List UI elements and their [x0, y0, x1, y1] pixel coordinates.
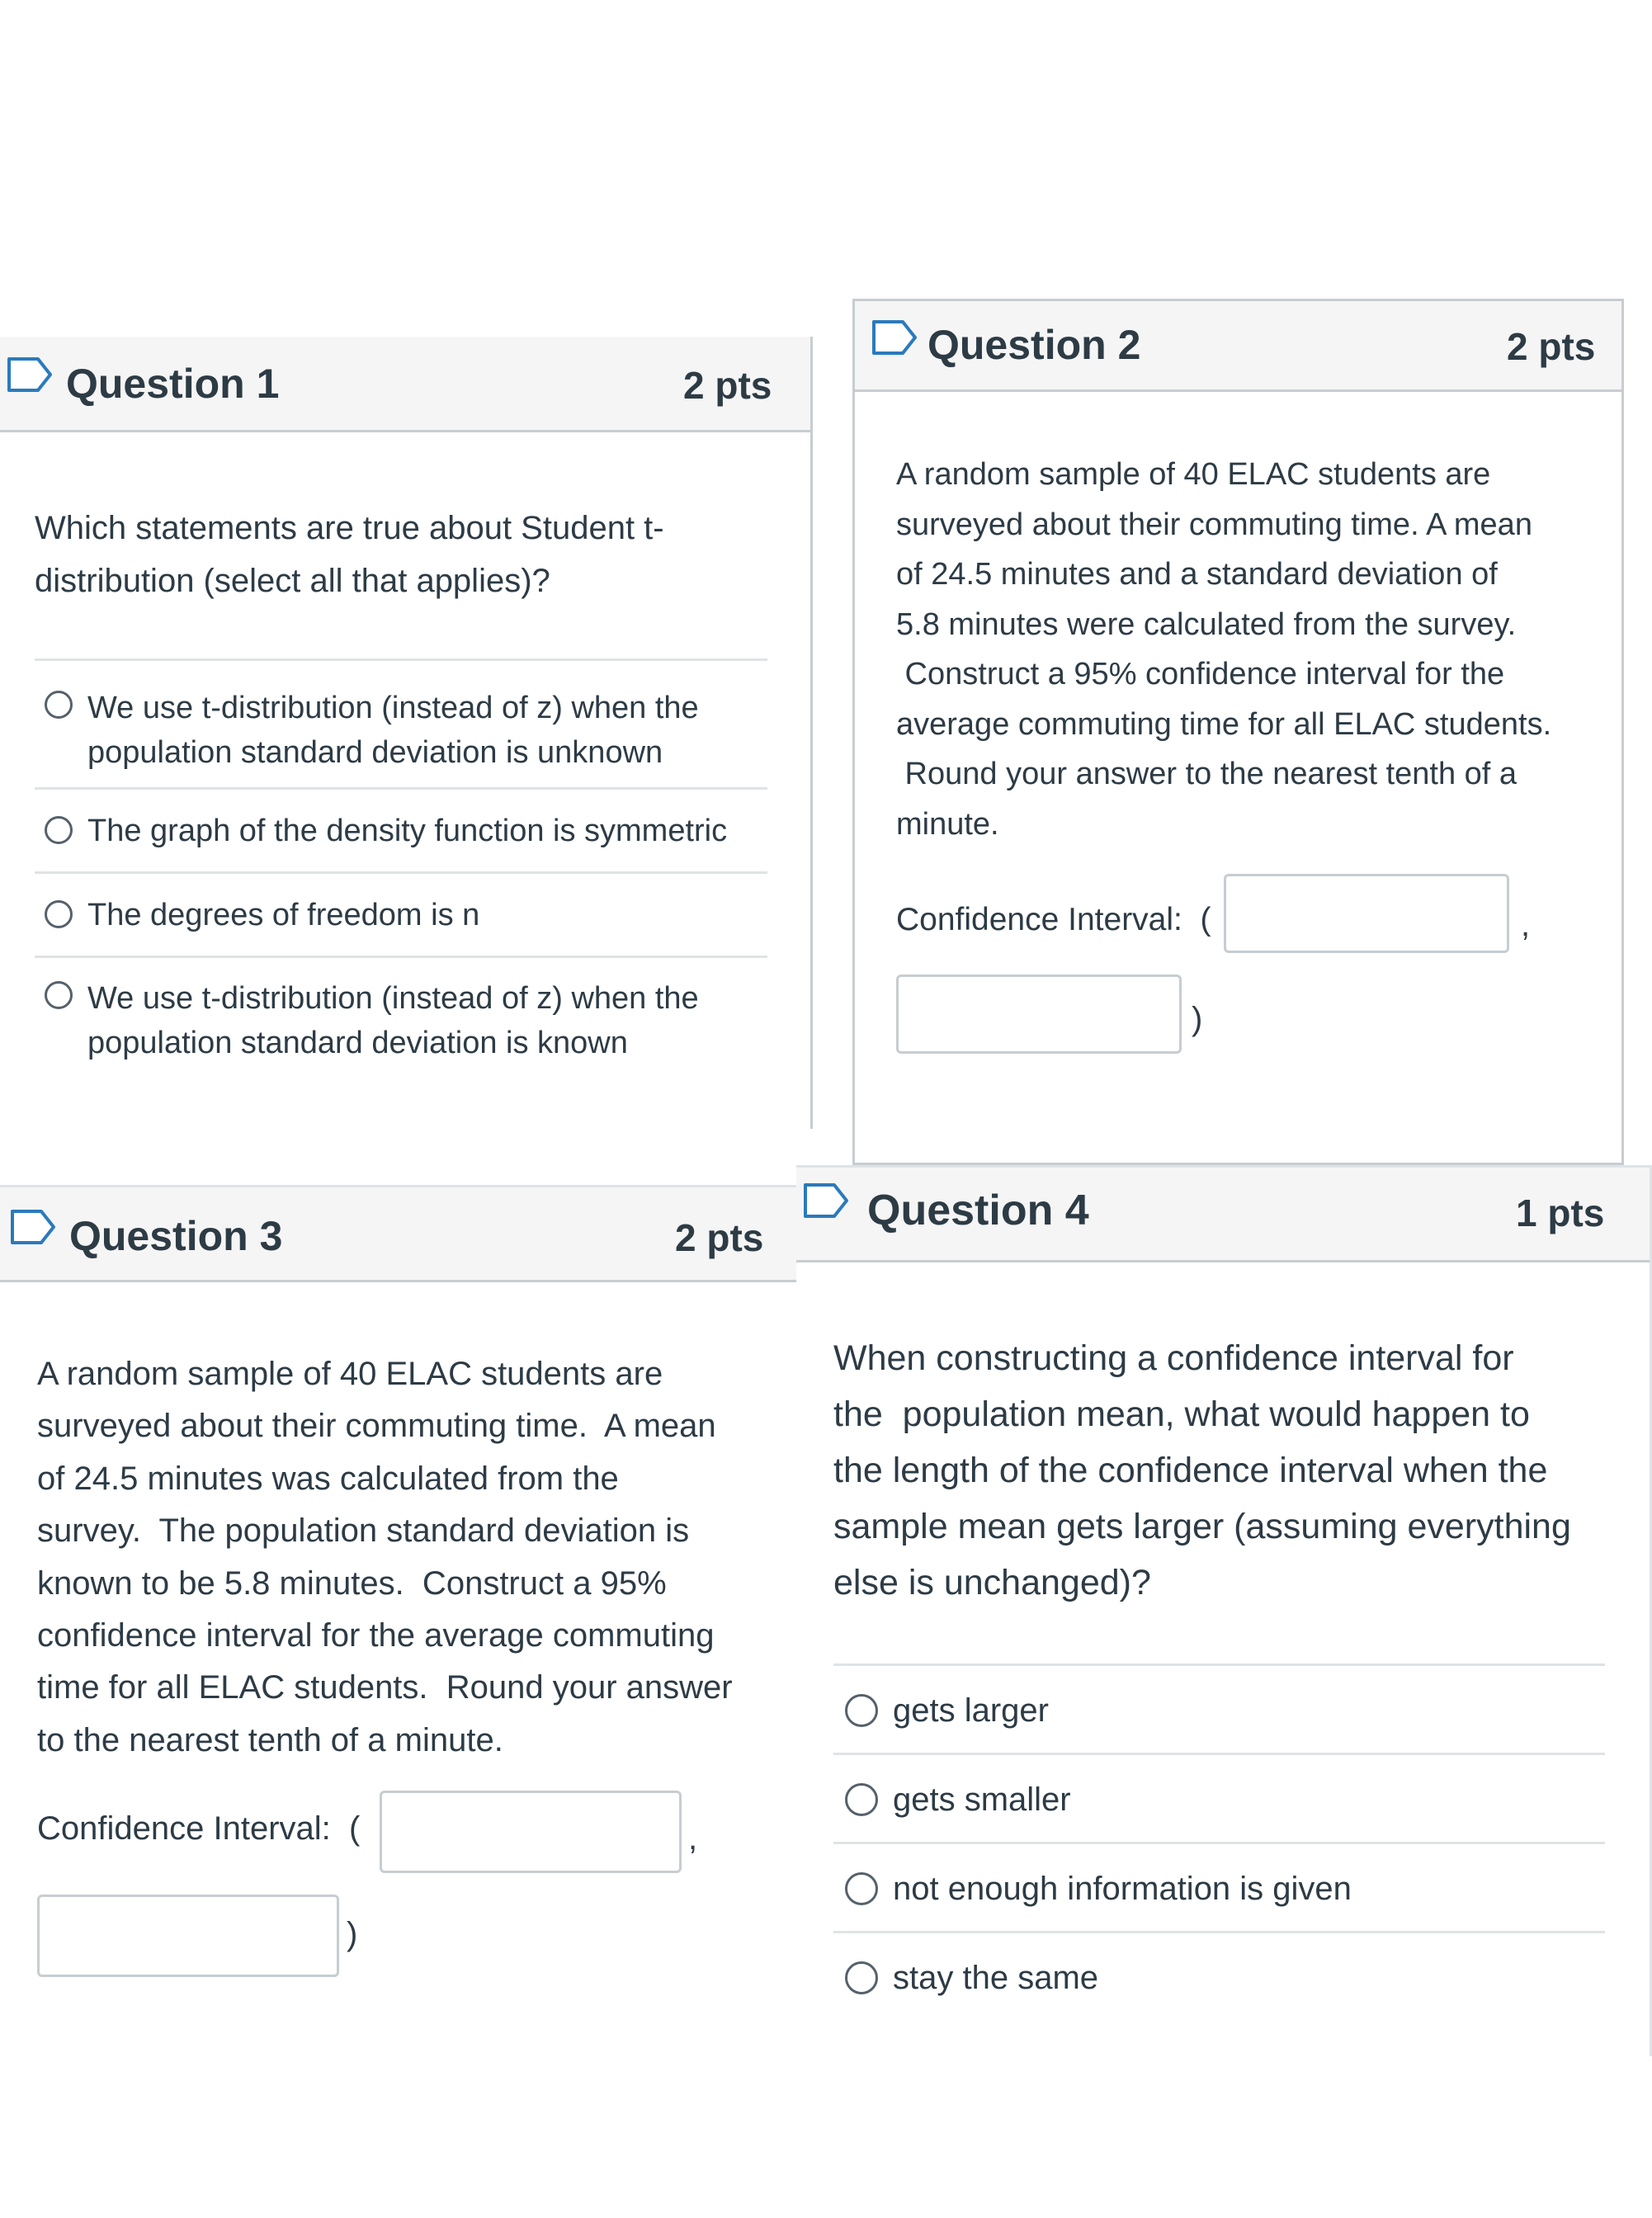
question-2-header [855, 301, 1621, 392]
question-4-card [796, 1165, 1652, 2056]
ci-upper-input[interactable] [37, 1895, 339, 1977]
question-2-card [852, 299, 1624, 1165]
answer-label-line1: We use t-distribution (instead of z) when the [87, 981, 699, 1016]
answer-label-line1: We use t-distribution (instead of z) when the [87, 691, 699, 725]
bookmark-flag-icon[interactable] [803, 1182, 849, 1219]
question-3-title: Question 3 [69, 1213, 283, 1259]
ci-lower-input[interactable] [380, 1791, 682, 1873]
question-2-text-line: average commuting time for all ELAC students. [896, 706, 1552, 742]
question-2-text-line: 5.8 minutes were calculated from the survey. [896, 606, 1517, 642]
question-4-text [833, 1330, 1626, 1611]
answer-option[interactable] [35, 956, 767, 1084]
answer-label: stay the same [893, 1960, 1099, 1996]
question-1-text [35, 502, 777, 607]
question-4-text-line: sample mean gets larger (assuming everything [833, 1507, 1571, 1546]
question-4-text-line: the length of the confidence interval when the [833, 1451, 1548, 1490]
answer-option[interactable] [35, 787, 767, 871]
radio-button[interactable] [845, 1783, 878, 1816]
question-2-text-line: Round your answer to the nearest tenth of a [896, 757, 1517, 791]
confidence-interval-label: Confidence Interval: ( [896, 902, 1211, 937]
question-3-text-line: confidence interval for the average commuting [37, 1617, 715, 1654]
checkbox-circle[interactable] [45, 900, 73, 928]
question-3-header [0, 1185, 796, 1282]
answer-label-line2: population standard deviation is known [87, 1026, 628, 1060]
question-3-text-line: of 24.5 minutes was calculated from the [37, 1460, 619, 1497]
bookmark-flag-icon[interactable] [10, 1209, 56, 1245]
answer-label: The graph of the density function is symmetric [87, 814, 728, 848]
checkbox-circle[interactable] [45, 691, 73, 719]
question-1-text-line: distribution (select all that applies)? [35, 563, 550, 599]
answer-option[interactable] [833, 1842, 1605, 1931]
answer-option[interactable] [833, 1753, 1605, 1842]
question-1-points: 2 pts [683, 364, 772, 407]
question-3-points: 2 pts [675, 1216, 764, 1259]
comma-separator: , [1521, 907, 1531, 943]
question-3-card [0, 1185, 796, 2051]
close-paren: ) [347, 1916, 358, 1952]
ci-lower-input[interactable] [1224, 874, 1509, 953]
radio-button[interactable] [845, 1961, 878, 1994]
question-2-text-line: Construct a 95% confidence interval for the [896, 657, 1505, 691]
bookmark-flag-icon[interactable] [7, 356, 53, 393]
question-4-points: 1 pts [1516, 1192, 1605, 1234]
question-2-text-line: minute. [896, 806, 999, 842]
radio-button[interactable] [845, 1872, 878, 1905]
answer-option[interactable] [35, 658, 767, 787]
question-3-text-line: known to be 5.8 minutes. Construct a 95% [37, 1564, 667, 1602]
checkbox-circle[interactable] [45, 816, 73, 844]
answer-label: gets smaller [893, 1781, 1071, 1818]
checkbox-circle[interactable] [45, 981, 73, 1009]
question-4-title: Question 4 [867, 1187, 1089, 1234]
question-2-title: Question 2 [927, 322, 1141, 368]
comma-separator: , [688, 1820, 698, 1857]
question-3-text [37, 1348, 780, 1767]
question-2-text-line: of 24.5 minutes and a standard deviation of [896, 557, 1498, 592]
answer-label: gets larger [893, 1692, 1049, 1729]
answer-label: The degrees of freedom is n [87, 898, 480, 932]
question-4-text-line: the population mean, what would happen to [833, 1395, 1530, 1434]
confidence-interval-label: Confidence Interval: ( [37, 1810, 361, 1847]
question-3-text-line: surveyed about their commuting time. A mean [37, 1408, 716, 1445]
answer-label: not enough information is given [893, 1871, 1352, 1907]
question-4-header [796, 1165, 1650, 1262]
answer-option[interactable] [35, 871, 767, 956]
question-1-text-line: Which statements are true about Student t- [35, 510, 664, 546]
question-4-text-line: When constructing a confidence interval for [833, 1338, 1514, 1378]
question-4-text-line: else is unchanged)? [833, 1563, 1151, 1602]
bookmark-flag-icon[interactable] [871, 319, 918, 356]
question-3-text-line: to the nearest tenth of a minute. [37, 1721, 503, 1758]
answer-label-line2: population standard deviation is unknown [87, 735, 663, 770]
question-3-text-line: time for all ELAC students. Round your answer [37, 1669, 733, 1706]
question-3-text-line: A random sample of 40 ELAC students are [37, 1356, 663, 1392]
question-4-answers [833, 1664, 1605, 2020]
question-1-header [0, 337, 810, 432]
question-2-points: 2 pts [1507, 325, 1596, 368]
question-3-text-line: survey. The population standard deviation is [37, 1512, 690, 1550]
radio-button[interactable] [845, 1694, 878, 1727]
answer-option[interactable] [833, 1664, 1605, 1753]
question-1-card [0, 337, 813, 1129]
question-1-answers [35, 658, 767, 1084]
question-1-title: Question 1 [66, 361, 280, 407]
close-paren: ) [1192, 1001, 1203, 1037]
ci-upper-input[interactable] [896, 975, 1182, 1054]
question-2-text-line: surveyed about their commuting time. A mean [896, 507, 1532, 542]
answer-option[interactable] [833, 1931, 1605, 2020]
question-2-text [896, 450, 1606, 849]
question-2-text-line: A random sample of 40 ELAC students are [896, 457, 1491, 492]
